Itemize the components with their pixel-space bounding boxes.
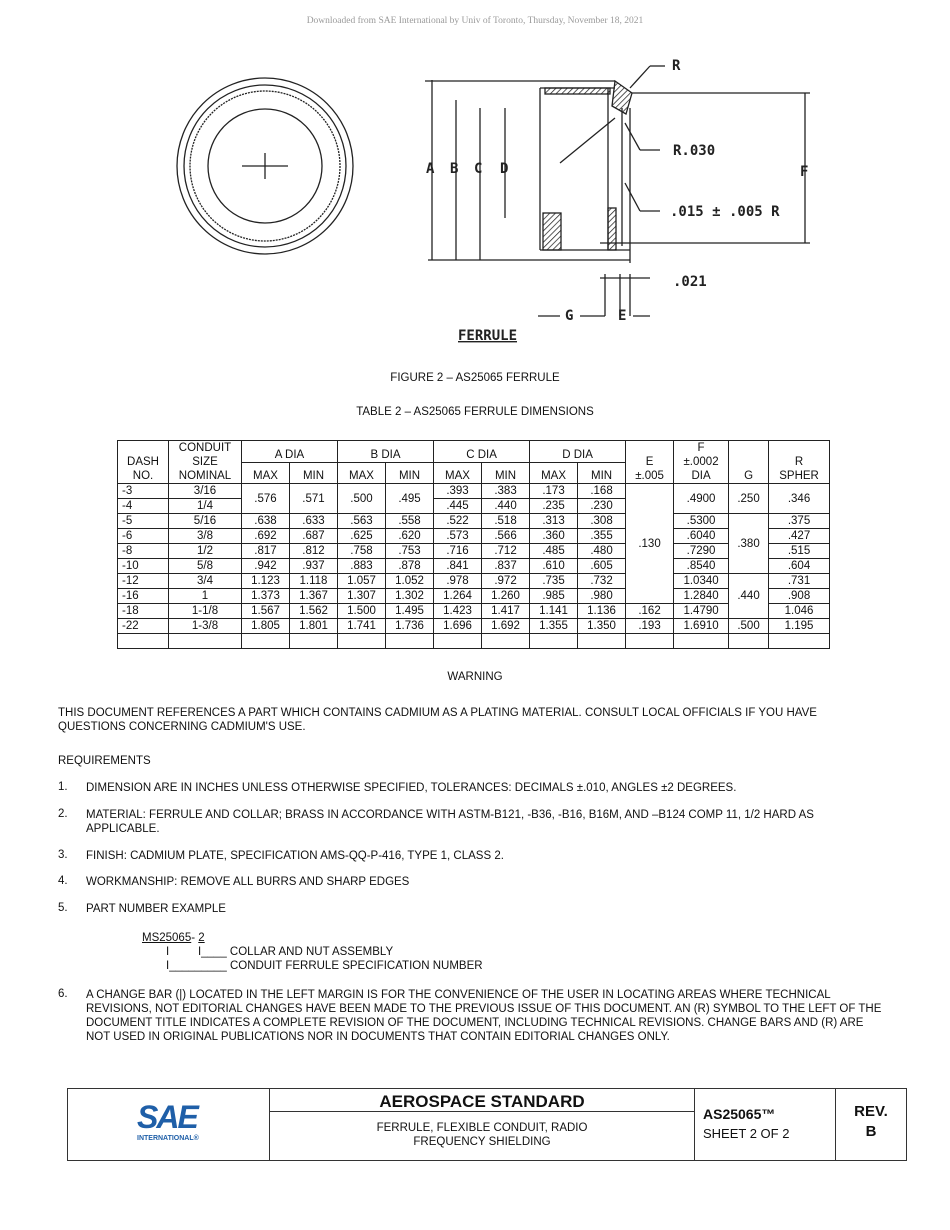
table-cell	[578, 634, 626, 649]
table-cell: .445	[434, 499, 482, 514]
table-cell: 1-3/8	[169, 619, 242, 634]
table-cell: 1.355	[530, 619, 578, 634]
table-cell: .633	[290, 514, 338, 529]
table-cell: .495	[386, 484, 434, 514]
table-cell: CONDUIT SIZE NOMINAL	[169, 441, 242, 484]
req-4-num: 4.	[58, 875, 68, 887]
table-cell: 1.417	[482, 604, 530, 619]
table-cell: 1.0340	[674, 574, 729, 589]
table-cell: A DIA	[242, 441, 338, 463]
table-cell: 1.367	[290, 589, 338, 604]
table-cell: -10	[118, 559, 169, 574]
table-cell: .360	[530, 529, 578, 544]
warning-text: THIS DOCUMENT REFERENCES A PART WHICH CONTAINS CADMIUM AS A PLATING MATERIAL. CONSULT LOCAL OFFICIALS IF YOU HAVE QUESTIONS CONCERNING CADMIUM'S USE.	[58, 707, 817, 733]
table-cell: .571	[290, 484, 338, 514]
ferrule-figure	[160, 48, 809, 348]
revision-cell	[836, 1089, 906, 1160]
table-cell: .383	[482, 484, 530, 499]
table-cell: .620	[386, 529, 434, 544]
table-cell: .313	[530, 514, 578, 529]
table-cell	[626, 634, 674, 649]
table-cell: 1	[169, 589, 242, 604]
table-cell: G	[729, 441, 769, 484]
table-cell: MAX	[434, 462, 482, 484]
req-6-text: A CHANGE BAR (|) LOCATED IN THE LEFT MARGIN IS FOR THE CONVENIENCE OF THE USER IN LOCATING AREAS WHERE TECHNICAL REVISIONS, NOT EDITORIAL CHANGES HAVE BEEN MADE TO THE PREVIOUS ISSUE OF THIS DOCUMENT. AN (R) SYMBOL TO THE LEFT OF THE DOCUMENT TITLE INDICATES A COMPLETE REVISION OF THE DOCUMENT, INCLUDING TECHNICAL REVISIONS. CHANGE BARS AND (R) ARE NOT USED IN ORIGINAL PUBLICATIONS NOR IN DOCUMENTS THAT CONTAIN EDITORIAL CHANGES ONLY.	[86, 989, 882, 1043]
dim-label-e: E	[618, 308, 627, 324]
table-cell: .908	[769, 589, 830, 604]
table-cell: .7290	[674, 544, 729, 559]
table-cell: -4	[118, 499, 169, 514]
table-cell: .250	[729, 484, 769, 514]
table-cell: 1.696	[434, 619, 482, 634]
table-cell: .375	[769, 514, 830, 529]
title-cell	[270, 1089, 695, 1160]
table-cell: 1.046	[769, 604, 830, 619]
sheet-number: SHEET 2 OF 2	[703, 1126, 790, 1141]
table-row	[118, 514, 830, 529]
table-cell: MAX	[530, 462, 578, 484]
table-cell: .522	[434, 514, 482, 529]
req-5-text: PART NUMBER EXAMPLE	[86, 903, 226, 915]
table-cell: 1.495	[386, 604, 434, 619]
table-row	[118, 634, 830, 649]
sae-logo-cell	[68, 1089, 270, 1160]
table-cell: .576	[242, 484, 290, 514]
dim-label-d: D	[500, 161, 509, 177]
table-cell: 5/16	[169, 514, 242, 529]
table-cell: 1.2840	[674, 589, 729, 604]
table-cell: 1.057	[338, 574, 386, 589]
req-5-num: 5.	[58, 902, 68, 914]
table-cell: 1.264	[434, 589, 482, 604]
table-cell: 1.4790	[674, 604, 729, 619]
table-cell	[530, 634, 578, 649]
table-cell	[118, 634, 169, 649]
table-cell: .173	[530, 484, 578, 499]
doc-number: AS25065™	[703, 1106, 776, 1122]
table-cell: .485	[530, 544, 578, 559]
table-cell: .978	[434, 574, 482, 589]
table-cell: MIN	[578, 462, 626, 484]
table-cell: 1.741	[338, 619, 386, 634]
table-row	[118, 559, 830, 574]
table-cell: MIN	[290, 462, 338, 484]
table-cell: .878	[386, 559, 434, 574]
table-cell: R SPHER	[769, 441, 830, 484]
table-cell: .841	[434, 559, 482, 574]
requirements-title: REQUIREMENTS	[58, 755, 151, 767]
table-cell: .355	[578, 529, 626, 544]
part-number-line-1: I I____ COLLAR AND NUT ASSEMBLY	[166, 946, 394, 958]
table-cell: .558	[386, 514, 434, 529]
table-cell: 1.736	[386, 619, 434, 634]
table-cell: .712	[482, 544, 530, 559]
table-cell	[729, 634, 769, 649]
table-cell: .883	[338, 559, 386, 574]
dim-label-c: C	[474, 161, 483, 177]
sae-logo-icon: SAE	[137, 1099, 197, 1135]
req-6-num: 6.	[58, 988, 68, 1000]
part-number-example	[142, 931, 205, 945]
part-number-line-2: I_________ CONDUIT FERRULE SPECIFICATION NUMBER	[166, 960, 483, 972]
dim-label-a: A	[426, 161, 435, 177]
table-cell: .610	[530, 559, 578, 574]
table-cell: .638	[242, 514, 290, 529]
table-cell: 1.141	[530, 604, 578, 619]
table-cell: .735	[530, 574, 578, 589]
table-cell: -18	[118, 604, 169, 619]
table-cell: 1-1/8	[169, 604, 242, 619]
table-cell: .4900	[674, 484, 729, 514]
table-cell: .230	[578, 499, 626, 514]
table-cell: -12	[118, 574, 169, 589]
table-row	[118, 544, 830, 559]
table-cell	[169, 634, 242, 649]
table-cell: 1.373	[242, 589, 290, 604]
rev-label: REV.	[854, 1103, 888, 1120]
table-cell	[338, 634, 386, 649]
table-cell: .346	[769, 484, 830, 514]
table-cell: .5300	[674, 514, 729, 529]
title-block	[67, 1088, 907, 1161]
table-cell: .440	[729, 574, 769, 619]
table-cell: MIN	[386, 462, 434, 484]
table-cell	[482, 634, 530, 649]
table-cell: DASH NO.	[118, 441, 169, 484]
table-cell: -3	[118, 484, 169, 499]
req-2-num: 2.	[58, 808, 68, 820]
table-cell: 1.302	[386, 589, 434, 604]
figure-caption: FIGURE 2 – AS25065 FERRULE	[390, 372, 560, 384]
table-cell: E ±.005	[626, 441, 674, 484]
table-cell: .130	[626, 484, 674, 604]
table-cell: 1.260	[482, 589, 530, 604]
table-cell: .162	[626, 604, 674, 619]
table-header-row	[118, 441, 830, 463]
table-cell: .687	[290, 529, 338, 544]
dim-label-015: .015 ± .005 R	[670, 204, 780, 220]
table-cell: .6040	[674, 529, 729, 544]
dim-label-g: G	[565, 308, 574, 324]
table-cell: .758	[338, 544, 386, 559]
table-cell: 3/4	[169, 574, 242, 589]
table-cell: .692	[242, 529, 290, 544]
table-cell: 1.805	[242, 619, 290, 634]
table-cell: .937	[290, 559, 338, 574]
table-cell: .518	[482, 514, 530, 529]
table-cell: .393	[434, 484, 482, 499]
dim-label-b: B	[450, 161, 459, 177]
sae-logo-sub: INTERNATIONAL®	[137, 1135, 199, 1142]
table-row	[118, 604, 830, 619]
table-cell: 1.195	[769, 619, 830, 634]
table-cell: .812	[290, 544, 338, 559]
table-cell: .817	[242, 544, 290, 559]
table-cell: -6	[118, 529, 169, 544]
table-cell: .566	[482, 529, 530, 544]
table-row	[118, 589, 830, 604]
table-cell: 1/2	[169, 544, 242, 559]
table-cell: F ±.0002 DIA	[674, 441, 729, 484]
table-cell	[242, 634, 290, 649]
table-row	[118, 484, 830, 499]
table-cell: -5	[118, 514, 169, 529]
table-cell: .500	[338, 484, 386, 514]
table-cell: 1.500	[338, 604, 386, 619]
table-cell	[386, 634, 434, 649]
table-cell: .972	[482, 574, 530, 589]
table-cell: MAX	[338, 462, 386, 484]
table-cell: MAX	[242, 462, 290, 484]
table-cell: .837	[482, 559, 530, 574]
table-cell: 1.118	[290, 574, 338, 589]
table-caption: TABLE 2 – AS25065 FERRULE DIMENSIONS	[356, 406, 594, 418]
req-1-text: DIMENSION ARE IN INCHES UNLESS OTHERWISE SPECIFIED, TOLERANCES: DECIMALS ±.010, ANGLES ±2 DEGREES.	[86, 782, 737, 794]
req-3-num: 3.	[58, 849, 68, 861]
table-cell: B DIA	[338, 441, 434, 463]
part-number-base: MS25065	[142, 932, 192, 944]
ferrule-dimensions-table	[117, 440, 830, 649]
table-cell: .515	[769, 544, 830, 559]
table-cell: .604	[769, 559, 830, 574]
dim-label-r030: R.030	[673, 143, 716, 159]
table-cell: .732	[578, 574, 626, 589]
table-cell: .942	[242, 559, 290, 574]
table-cell: .980	[578, 589, 626, 604]
table-cell: .235	[530, 499, 578, 514]
warning-title: WARNING	[447, 671, 503, 683]
dim-label-021: .021	[673, 274, 707, 290]
table-cell	[769, 634, 830, 649]
table-cell: -22	[118, 619, 169, 634]
table-cell: -16	[118, 589, 169, 604]
table-cell: 3/16	[169, 484, 242, 499]
req-1-num: 1.	[58, 781, 68, 793]
table-cell: .480	[578, 544, 626, 559]
table-cell: -8	[118, 544, 169, 559]
table-cell: .753	[386, 544, 434, 559]
table-cell: 1.423	[434, 604, 482, 619]
table-cell: D DIA	[530, 441, 626, 463]
table-cell: .8540	[674, 559, 729, 574]
table-cell: 1.692	[482, 619, 530, 634]
table-cell: .985	[530, 589, 578, 604]
table-row	[118, 529, 830, 544]
part-number-dash: -	[191, 932, 199, 944]
doc-title: AEROSPACE STANDARD	[379, 1092, 585, 1111]
table-cell: 1.307	[338, 589, 386, 604]
table-cell: 1/4	[169, 499, 242, 514]
table-cell	[674, 634, 729, 649]
table-cell: .563	[338, 514, 386, 529]
table-cell: 1.567	[242, 604, 290, 619]
doc-number-cell	[695, 1089, 836, 1160]
table-cell: .380	[729, 514, 769, 574]
table-cell: 1.052	[386, 574, 434, 589]
req-3-text: FINISH: CADMIUM PLATE, SPECIFICATION AMS-QQ-P-416, TYPE 1, CLASS 2.	[86, 850, 504, 862]
rev-value: B	[865, 1123, 877, 1140]
req-2-text: MATERIAL: FERRULE AND COLLAR; BRASS IN ACCORDANCE WITH ASTM-B121, -B36, -B16, B16M, AND –B124 COMP 11, 1/2 HARD AS APPLICABLE.	[86, 809, 814, 835]
table-cell: .168	[578, 484, 626, 499]
table-cell: .605	[578, 559, 626, 574]
table-cell: .427	[769, 529, 830, 544]
table-row	[118, 619, 830, 634]
table-cell: C DIA	[434, 441, 530, 463]
dim-label-f: F	[800, 164, 809, 180]
dim-label-r: R	[672, 58, 681, 74]
table-cell: .716	[434, 544, 482, 559]
table-cell: MIN	[482, 462, 530, 484]
table-cell	[434, 634, 482, 649]
table-cell	[290, 634, 338, 649]
table-cell: 1.350	[578, 619, 626, 634]
part-number-suffix: 2	[198, 932, 205, 944]
table-cell: .625	[338, 529, 386, 544]
table-cell: 1.136	[578, 604, 626, 619]
table-cell: 1.801	[290, 619, 338, 634]
table-cell: .308	[578, 514, 626, 529]
table-cell: 3/8	[169, 529, 242, 544]
table-cell: 1.6910	[674, 619, 729, 634]
table-row	[118, 574, 830, 589]
table-cell: .573	[434, 529, 482, 544]
table-cell: 1.123	[242, 574, 290, 589]
table-cell: .440	[482, 499, 530, 514]
table-cell: .193	[626, 619, 674, 634]
req-4-text: WORKMANSHIP: REMOVE ALL BURRS AND SHARP EDGES	[86, 876, 410, 888]
figure-ferrule-label: FERRULE	[458, 328, 518, 344]
table-cell: .731	[769, 574, 830, 589]
doc-subtitle: FERRULE, FLEXIBLE CONDUIT, RADIO FREQUENCY SHIELDING	[376, 1122, 588, 1148]
table-cell: .500	[729, 619, 769, 634]
table-cell: 5/8	[169, 559, 242, 574]
download-note: Downloaded from SAE International by Univ of Toronto, Thursday, November 18, 2021	[306, 16, 644, 26]
table-cell: 1.562	[290, 604, 338, 619]
